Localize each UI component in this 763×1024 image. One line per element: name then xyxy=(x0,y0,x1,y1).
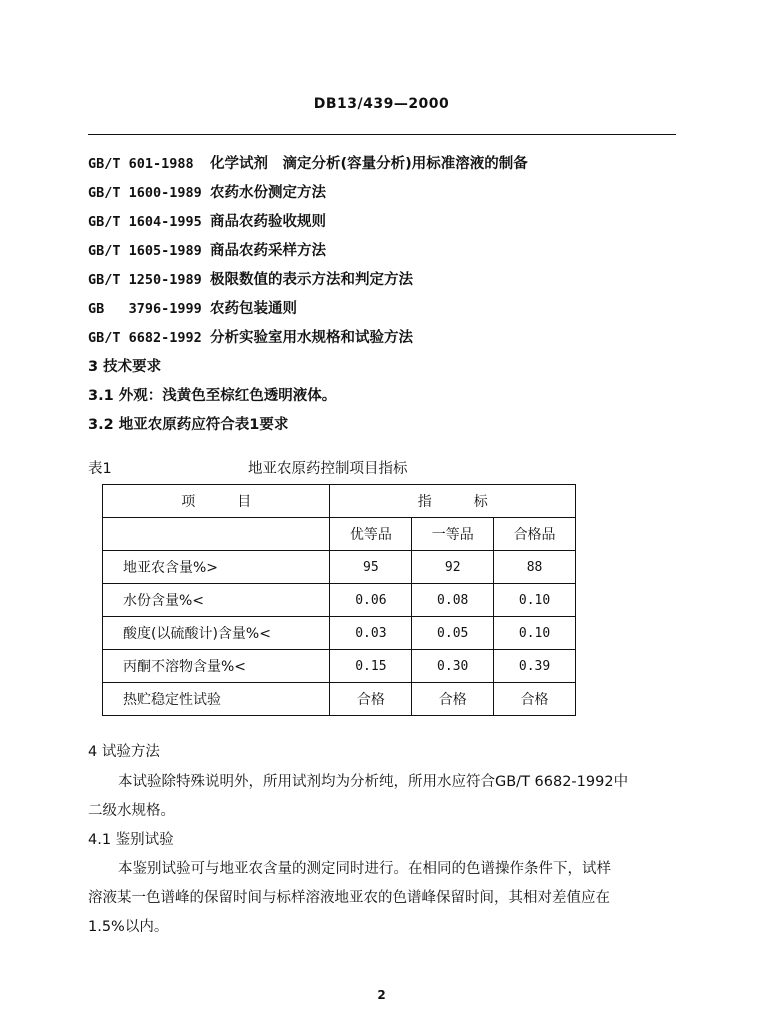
value-cell: 合格 xyxy=(494,683,576,716)
value-cell: 0.15 xyxy=(330,650,412,683)
value-cell: 95 xyxy=(330,551,412,584)
section-3-1: 3.1 外观：浅黄色至棕红色透明液体。 xyxy=(88,388,337,404)
table-row xyxy=(103,617,576,650)
section-3-heading: 3 技术要求 xyxy=(88,359,162,375)
value-cell: 0.05 xyxy=(412,617,494,650)
item-cell: 丙酮不溶物含量%< xyxy=(103,650,330,683)
value-cell: 0.08 xyxy=(412,584,494,617)
value-cell: 合格 xyxy=(412,683,494,716)
value-cell: 0.39 xyxy=(494,650,576,683)
item-cell: 酸度(以硫酸计)含量%< xyxy=(103,617,330,650)
reference-line xyxy=(88,239,326,260)
grade-cell: 合格品 xyxy=(494,518,576,551)
reference-title: 农药水份测定方法 xyxy=(210,185,326,201)
spec-table xyxy=(102,484,576,716)
section-4-1-heading: 4.1 鉴别试验 xyxy=(88,832,174,848)
table-row xyxy=(103,683,576,716)
value-cell: 88 xyxy=(494,551,576,584)
reference-code: GB/T 1604-1995 xyxy=(88,214,202,230)
reference-line xyxy=(88,210,326,231)
section-4-paragraph-line: 二级水规格。 xyxy=(88,803,175,819)
grade-cell: 优等品 xyxy=(330,518,412,551)
reference-title: 农药包装通则 xyxy=(210,301,297,317)
item-cell: 热贮稳定性试验 xyxy=(103,683,330,716)
reference-title: 商品农药验收规则 xyxy=(210,214,326,230)
page-number: 2 xyxy=(377,988,386,1002)
item-cell: 水份含量%< xyxy=(103,584,330,617)
reference-code: GB/T 1600-1989 xyxy=(88,185,202,201)
reference-line xyxy=(88,326,413,347)
value-cell: 0.10 xyxy=(494,617,576,650)
table-grade-row xyxy=(103,518,576,551)
header-item-cell: 项 目 xyxy=(103,485,330,518)
reference-code: GB 3796-1999 xyxy=(88,301,202,317)
value-cell: 合格 xyxy=(330,683,412,716)
value-cell: 0.06 xyxy=(330,584,412,617)
section-4-1-paragraph-line: 1.5%以内。 xyxy=(88,919,169,935)
section-4-heading: 4 试验方法 xyxy=(88,744,160,760)
reference-title: 商品农药采样方法 xyxy=(210,243,326,259)
reference-title: 极限数值的表示方法和判定方法 xyxy=(210,272,413,288)
header-rule xyxy=(88,134,676,135)
section-4-paragraph-line: 本试验除特殊说明外，所用试剂均为分析纯，所用水应符合GB/T 6682-1992中 xyxy=(118,774,629,790)
value-cell: 0.03 xyxy=(330,617,412,650)
section-4-1-paragraph-line: 本鉴别试验可与地亚农含量的测定同时进行。在相同的色谱操作条件下，试样 xyxy=(118,861,611,877)
reference-code: GB/T 1250-1989 xyxy=(88,272,202,288)
value-cell: 92 xyxy=(412,551,494,584)
reference-line xyxy=(88,297,297,318)
reference-line xyxy=(88,152,528,173)
empty-cell xyxy=(103,518,330,551)
reference-code: GB/T 6682-1992 xyxy=(88,330,202,346)
item-cell: 地亚农含量%> xyxy=(103,551,330,584)
document-header: DB13/439—2000 xyxy=(313,96,450,112)
reference-title: 化学试剂 滴定分析(容量分析)用标准溶液的制备 xyxy=(210,156,528,172)
table-header-row xyxy=(103,485,576,518)
reference-title: 分析实验室用水规格和试验方法 xyxy=(210,330,413,346)
table-row xyxy=(103,551,576,584)
header-index-cell: 指 标 xyxy=(330,485,576,518)
table-row xyxy=(103,584,576,617)
section-3-2: 3.2 地亚农原药应符合表1要求 xyxy=(88,417,289,433)
reference-line xyxy=(88,181,326,202)
grade-cell: 一等品 xyxy=(412,518,494,551)
reference-code: GB/T 601-1988 xyxy=(88,156,194,172)
reference-line xyxy=(88,268,413,289)
table-row xyxy=(103,650,576,683)
value-cell: 0.10 xyxy=(494,584,576,617)
table-label: 表1 xyxy=(88,461,112,477)
section-4-1-paragraph-line: 溶液某一色谱峰的保留时间与标样溶液地亚农的色谱峰保留时间，其相对差值应在 xyxy=(88,890,610,906)
value-cell: 0.30 xyxy=(412,650,494,683)
table-title: 地亚农原药控制项目指标 xyxy=(248,461,408,477)
reference-code: GB/T 1605-1989 xyxy=(88,243,202,259)
